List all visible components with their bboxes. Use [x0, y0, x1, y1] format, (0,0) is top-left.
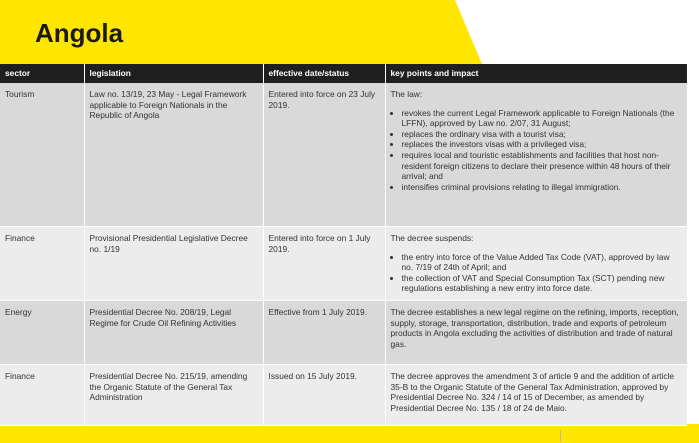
footer-yellow-band — [0, 424, 699, 443]
legislation-cell: Presidential Decree No. 215/19, amending the Organic Statute of the General Tax Administration — [84, 365, 263, 426]
table-row — [0, 83, 687, 227]
table-row — [0, 227, 687, 301]
sector-cell: Tourism — [0, 83, 84, 227]
key-points-list — [391, 108, 683, 193]
status-cell: Effective from 1 July 2019. — [263, 301, 385, 365]
table-row — [0, 301, 687, 365]
status-cell: Issued on 15 July 2019. — [263, 365, 385, 426]
column-header-status: effective date/status — [263, 64, 385, 83]
page-title: Angola — [35, 18, 124, 48]
list-item: • the entry into force of the Value Added Tax Code (VAT), approved by law no. 7/19 of 24th of April; and — [402, 252, 683, 273]
column-header-sector: sector — [0, 64, 84, 83]
key-points-cell — [385, 227, 687, 301]
legislation-cell: Provisional Presidential Legislative Decree no. 1/19 — [84, 227, 263, 301]
status-cell: Entered into force on 1 July 2019. — [263, 227, 385, 301]
column-header-legislation: legislation — [84, 64, 263, 83]
legislation-cell: Law no. 13/19, 23 May - Legal Framework applicable to Foreign Nationals in the Republic of Angola — [84, 83, 263, 227]
list-item: • intensifies criminal provisions relating to illegal immigration. — [402, 182, 683, 193]
table-row — [0, 365, 687, 426]
key-points-cell — [385, 83, 687, 227]
column-header-key-points: key points and impact — [385, 64, 687, 83]
list-item: • the collection of VAT and Special Consumption Tax (SCT) pending new regulations establishing a new entry into force date. — [402, 273, 683, 294]
key-points-list — [391, 252, 683, 294]
list-item: • requires local and touristic establishments and facilities that host non-resident foreign citizens to declare their presence within 48 hours of their arrival; and — [402, 150, 683, 182]
table-header-row — [0, 64, 687, 83]
key-points-intro: The law: — [390, 89, 423, 99]
status-cell: Entered into force on 23 July 2019. — [263, 83, 385, 227]
footer-divider — [560, 430, 573, 442]
sector-cell: Finance — [0, 227, 84, 301]
sector-cell: Energy — [0, 301, 84, 365]
key-points-cell: The decree approves the amendment 3 of article 9 and the addition of article 35-B to the Organic Statute of the General Tax Administration, approved by Presidential Decree No. 324 / 14 of 15 of December, as amended by Presidential Decree No. 135 / 18 of 24 de Maio. — [385, 365, 687, 426]
legislation-cell: Presidential Decree No. 208/19, Legal Regime for Crude Oil Refining Activities — [84, 301, 263, 365]
legislation-table — [0, 64, 687, 426]
list-item: • revokes the current Legal Framework applicable to Foreign Nationals (the LFFN), approved by Law no. 2/07, 31 August; — [402, 108, 683, 129]
key-points-cell: The decree establishes a new legal regime on the refining, imports, reception, supply, storage, transportation, distribution, trade and exports of petroleum products in Angola excluding the activities of distribution and trade of natural gas. — [385, 301, 687, 365]
list-item: • replaces the ordinary visa with a tourist visa; — [402, 129, 683, 140]
list-item: • replaces the investors visas with a privileged visa; — [402, 139, 683, 150]
key-points-intro: The decree suspends: — [390, 233, 474, 243]
sector-cell: Finance — [0, 365, 84, 426]
